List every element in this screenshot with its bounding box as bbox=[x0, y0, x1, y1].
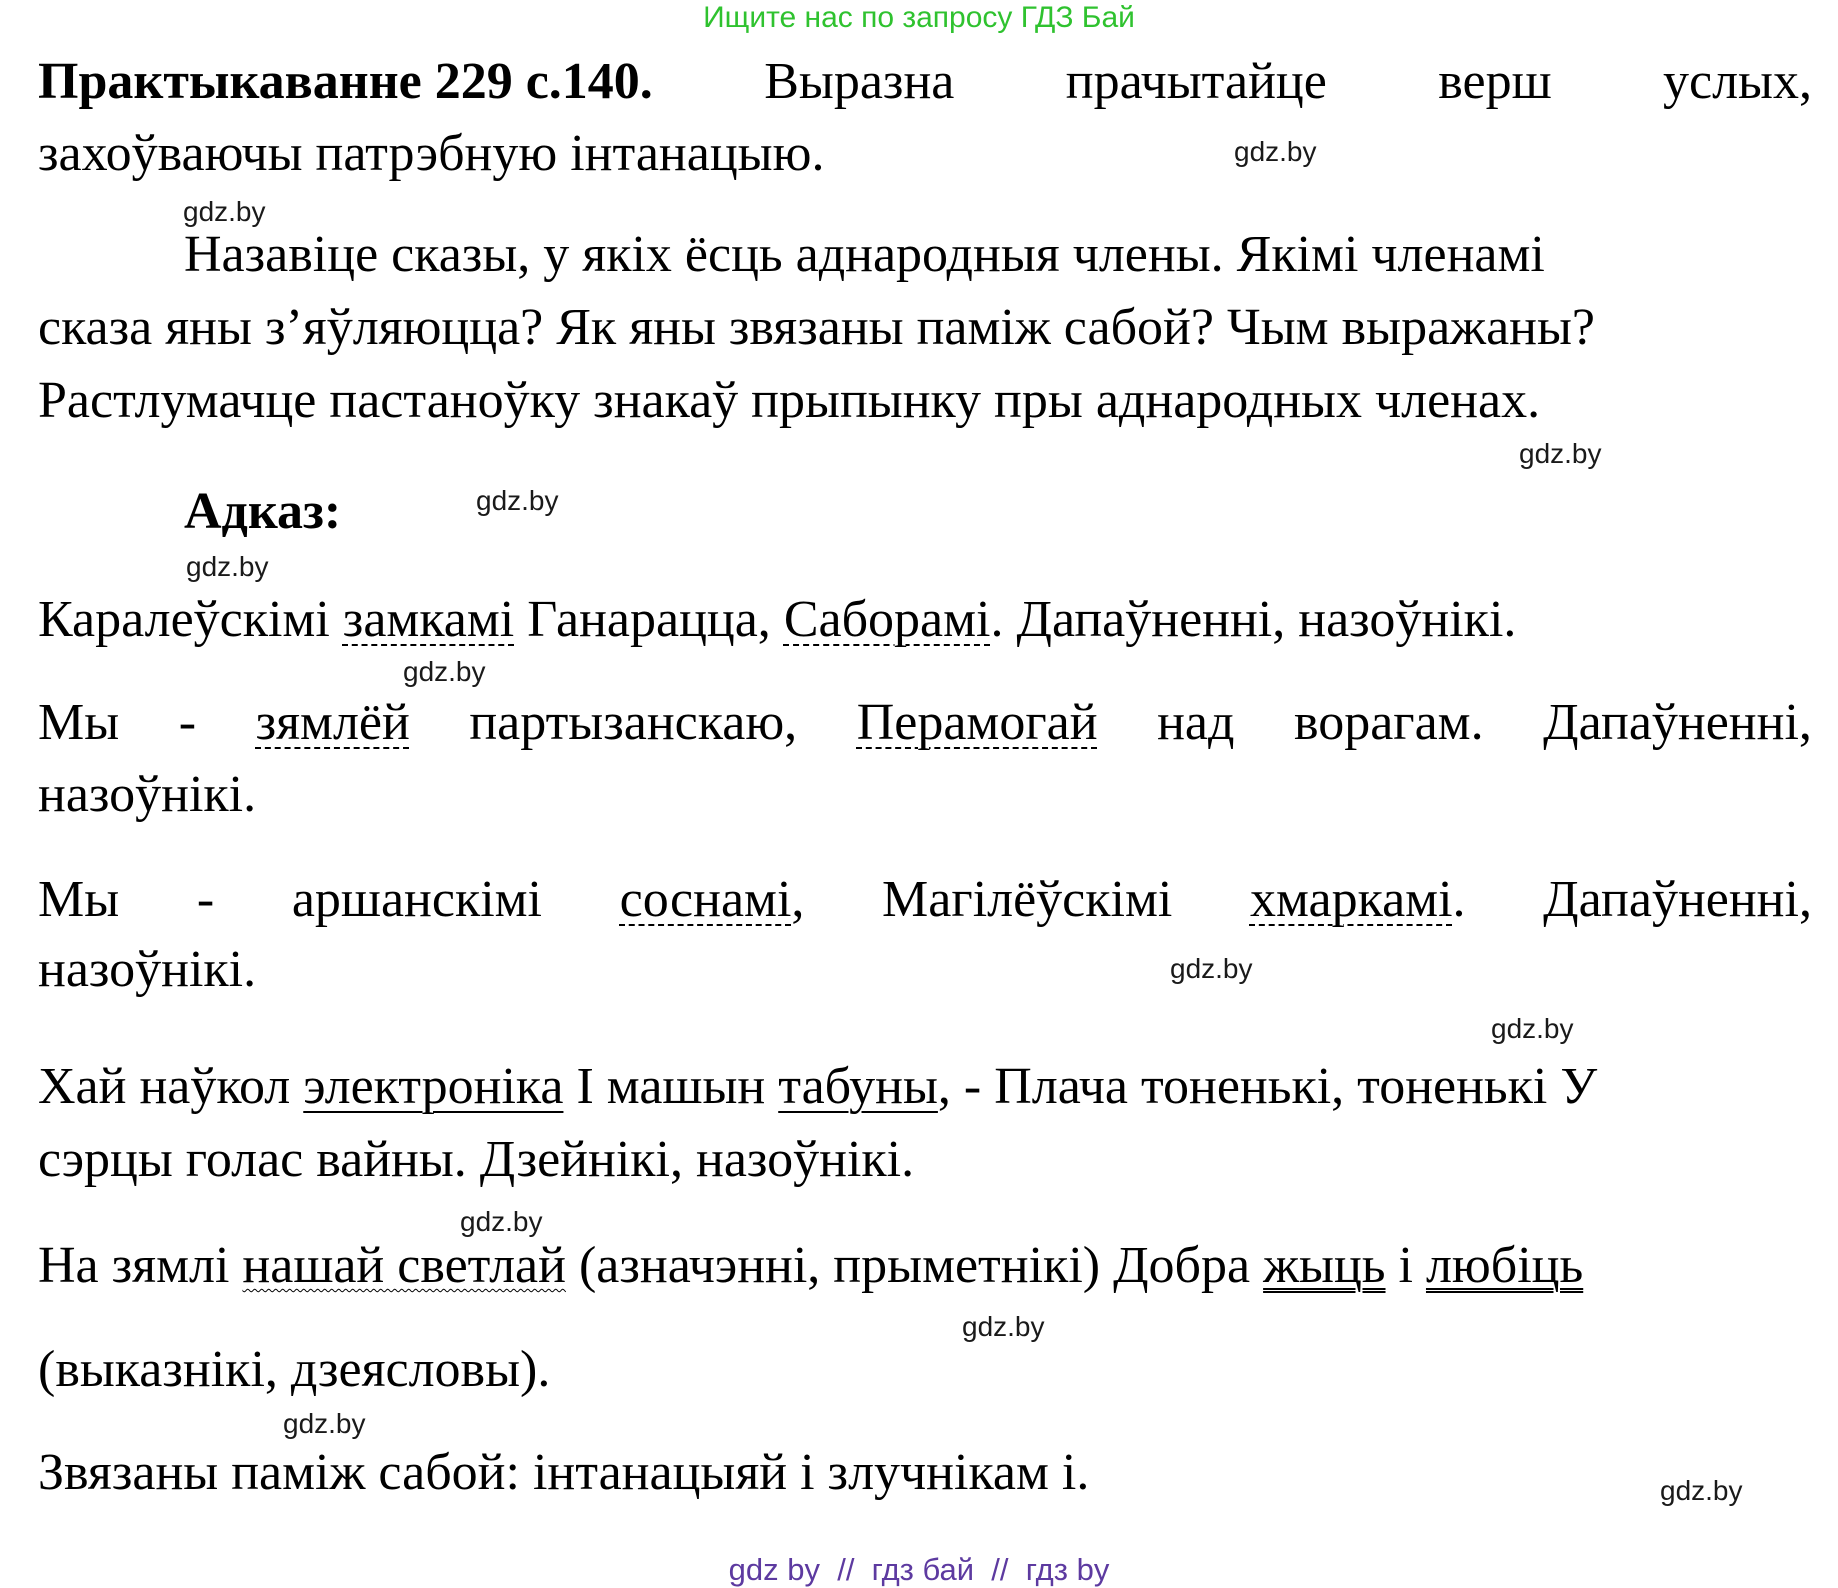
text: і bbox=[1385, 1237, 1426, 1294]
text: , - Плача тоненькі, тоненькі У bbox=[937, 1058, 1598, 1115]
word: ворагам. bbox=[1294, 694, 1484, 751]
word: Мы bbox=[38, 694, 120, 751]
answer-sentence-4-end: сэрцы голас вайны. Дзейнікі, назоўнікі. bbox=[38, 1131, 915, 1188]
answer-sentence-5-end: (выказнікі, дзеясловы). bbox=[38, 1341, 551, 1398]
underlined-word: жыць bbox=[1263, 1237, 1386, 1294]
answer-sentence-3-end: назоўнікі. bbox=[38, 941, 257, 998]
top-banner[interactable]: Ищите нас по запросу ГДЗ Бай bbox=[703, 1, 1135, 34]
word: Дапаўненні, bbox=[1543, 694, 1812, 751]
watermark: gdz.by bbox=[1491, 1013, 1574, 1044]
footer-links[interactable]: gdz by // гдз бай // гдз by bbox=[728, 1552, 1110, 1587]
text: . Дапаўненні, назоўнікі. bbox=[990, 591, 1517, 648]
answer-sentence-4 bbox=[38, 1057, 1597, 1117]
watermark: gdz.by bbox=[403, 656, 486, 687]
text: Хай наўкол bbox=[38, 1058, 304, 1115]
word: - bbox=[196, 871, 215, 928]
word: Мы bbox=[38, 871, 120, 928]
task-line-1 bbox=[38, 52, 1812, 112]
task-question-1: Назавіце сказы, у якіх ёсць аднародныя члены. Якімі членамі bbox=[184, 226, 1545, 283]
underlined-word: табуны bbox=[778, 1058, 938, 1115]
task-line-2: захоўваючы патрэбную інтанацыю. bbox=[38, 125, 825, 182]
underlined-word: соснамі bbox=[619, 871, 792, 928]
answer-sentence-2 bbox=[38, 693, 1812, 753]
task-question-3: Растлумачце пастаноўку знакаў прыпынку пры аднародных членах. bbox=[38, 372, 1541, 429]
answer-sentence-5 bbox=[38, 1236, 1583, 1296]
answer-sentence-1 bbox=[38, 590, 1516, 650]
task-word: Выразна bbox=[764, 53, 955, 110]
underlined-word: нашай светлай bbox=[242, 1237, 566, 1294]
text: Ганарацца, bbox=[514, 591, 784, 648]
task-word: прачытайце bbox=[1065, 53, 1327, 110]
task-word: услых, bbox=[1663, 53, 1812, 110]
text: (азначэнні, прыметнікі) Добра bbox=[565, 1237, 1264, 1294]
task-question-2: сказа яны з’яўляюцца? Як яны звязаны паміж сабой? Чым выражаны? bbox=[38, 299, 1596, 356]
underlined-word: электроніка bbox=[303, 1058, 564, 1115]
word: Дапаўненні, bbox=[1543, 871, 1812, 928]
watermark: gdz.by bbox=[1170, 953, 1253, 984]
underlined-word: любіць bbox=[1425, 1237, 1584, 1294]
underlined-word: Перамогай bbox=[856, 694, 1098, 751]
watermark: gdz.by bbox=[283, 1408, 366, 1439]
text: Каралеўскімі bbox=[38, 591, 343, 648]
underlined-word: зямлёй bbox=[255, 694, 410, 751]
watermark: gdz.by bbox=[476, 485, 559, 516]
underlined-word: хмаркамі bbox=[1249, 871, 1453, 928]
text: На зямлі bbox=[38, 1237, 243, 1294]
task-title: Практыкаванне 229 с.140. bbox=[38, 53, 653, 110]
word: аршанскімі bbox=[291, 871, 543, 928]
underlined-word: замкамі bbox=[342, 591, 515, 648]
watermark: gdz.by bbox=[1519, 438, 1602, 469]
answer-label: Адказ: bbox=[184, 483, 342, 540]
underlined-word: Саборамі bbox=[783, 591, 991, 648]
text: І машын bbox=[563, 1058, 779, 1115]
watermark: gdz.by bbox=[183, 196, 266, 227]
watermark: gdz.by bbox=[1660, 1475, 1743, 1506]
word: Магілёўскімі bbox=[882, 871, 1173, 928]
watermark: gdz.by bbox=[962, 1311, 1045, 1342]
watermark: gdz.by bbox=[1234, 136, 1317, 167]
word: - bbox=[178, 694, 197, 751]
word: . bbox=[1452, 871, 1466, 928]
word: партызанскаю, bbox=[469, 694, 798, 751]
watermark: gdz.by bbox=[186, 551, 269, 582]
answer-sentence-2-end: назоўнікі. bbox=[38, 766, 257, 823]
answer-sentence-3 bbox=[38, 870, 1812, 930]
task-word: верш bbox=[1438, 53, 1552, 110]
word: над bbox=[1157, 694, 1235, 751]
word: , bbox=[791, 871, 805, 928]
answer-sentence-6: Звязаны паміж сабой: інтанацыяй і злучнікам і. bbox=[38, 1444, 1090, 1501]
watermark: gdz.by bbox=[460, 1206, 543, 1237]
